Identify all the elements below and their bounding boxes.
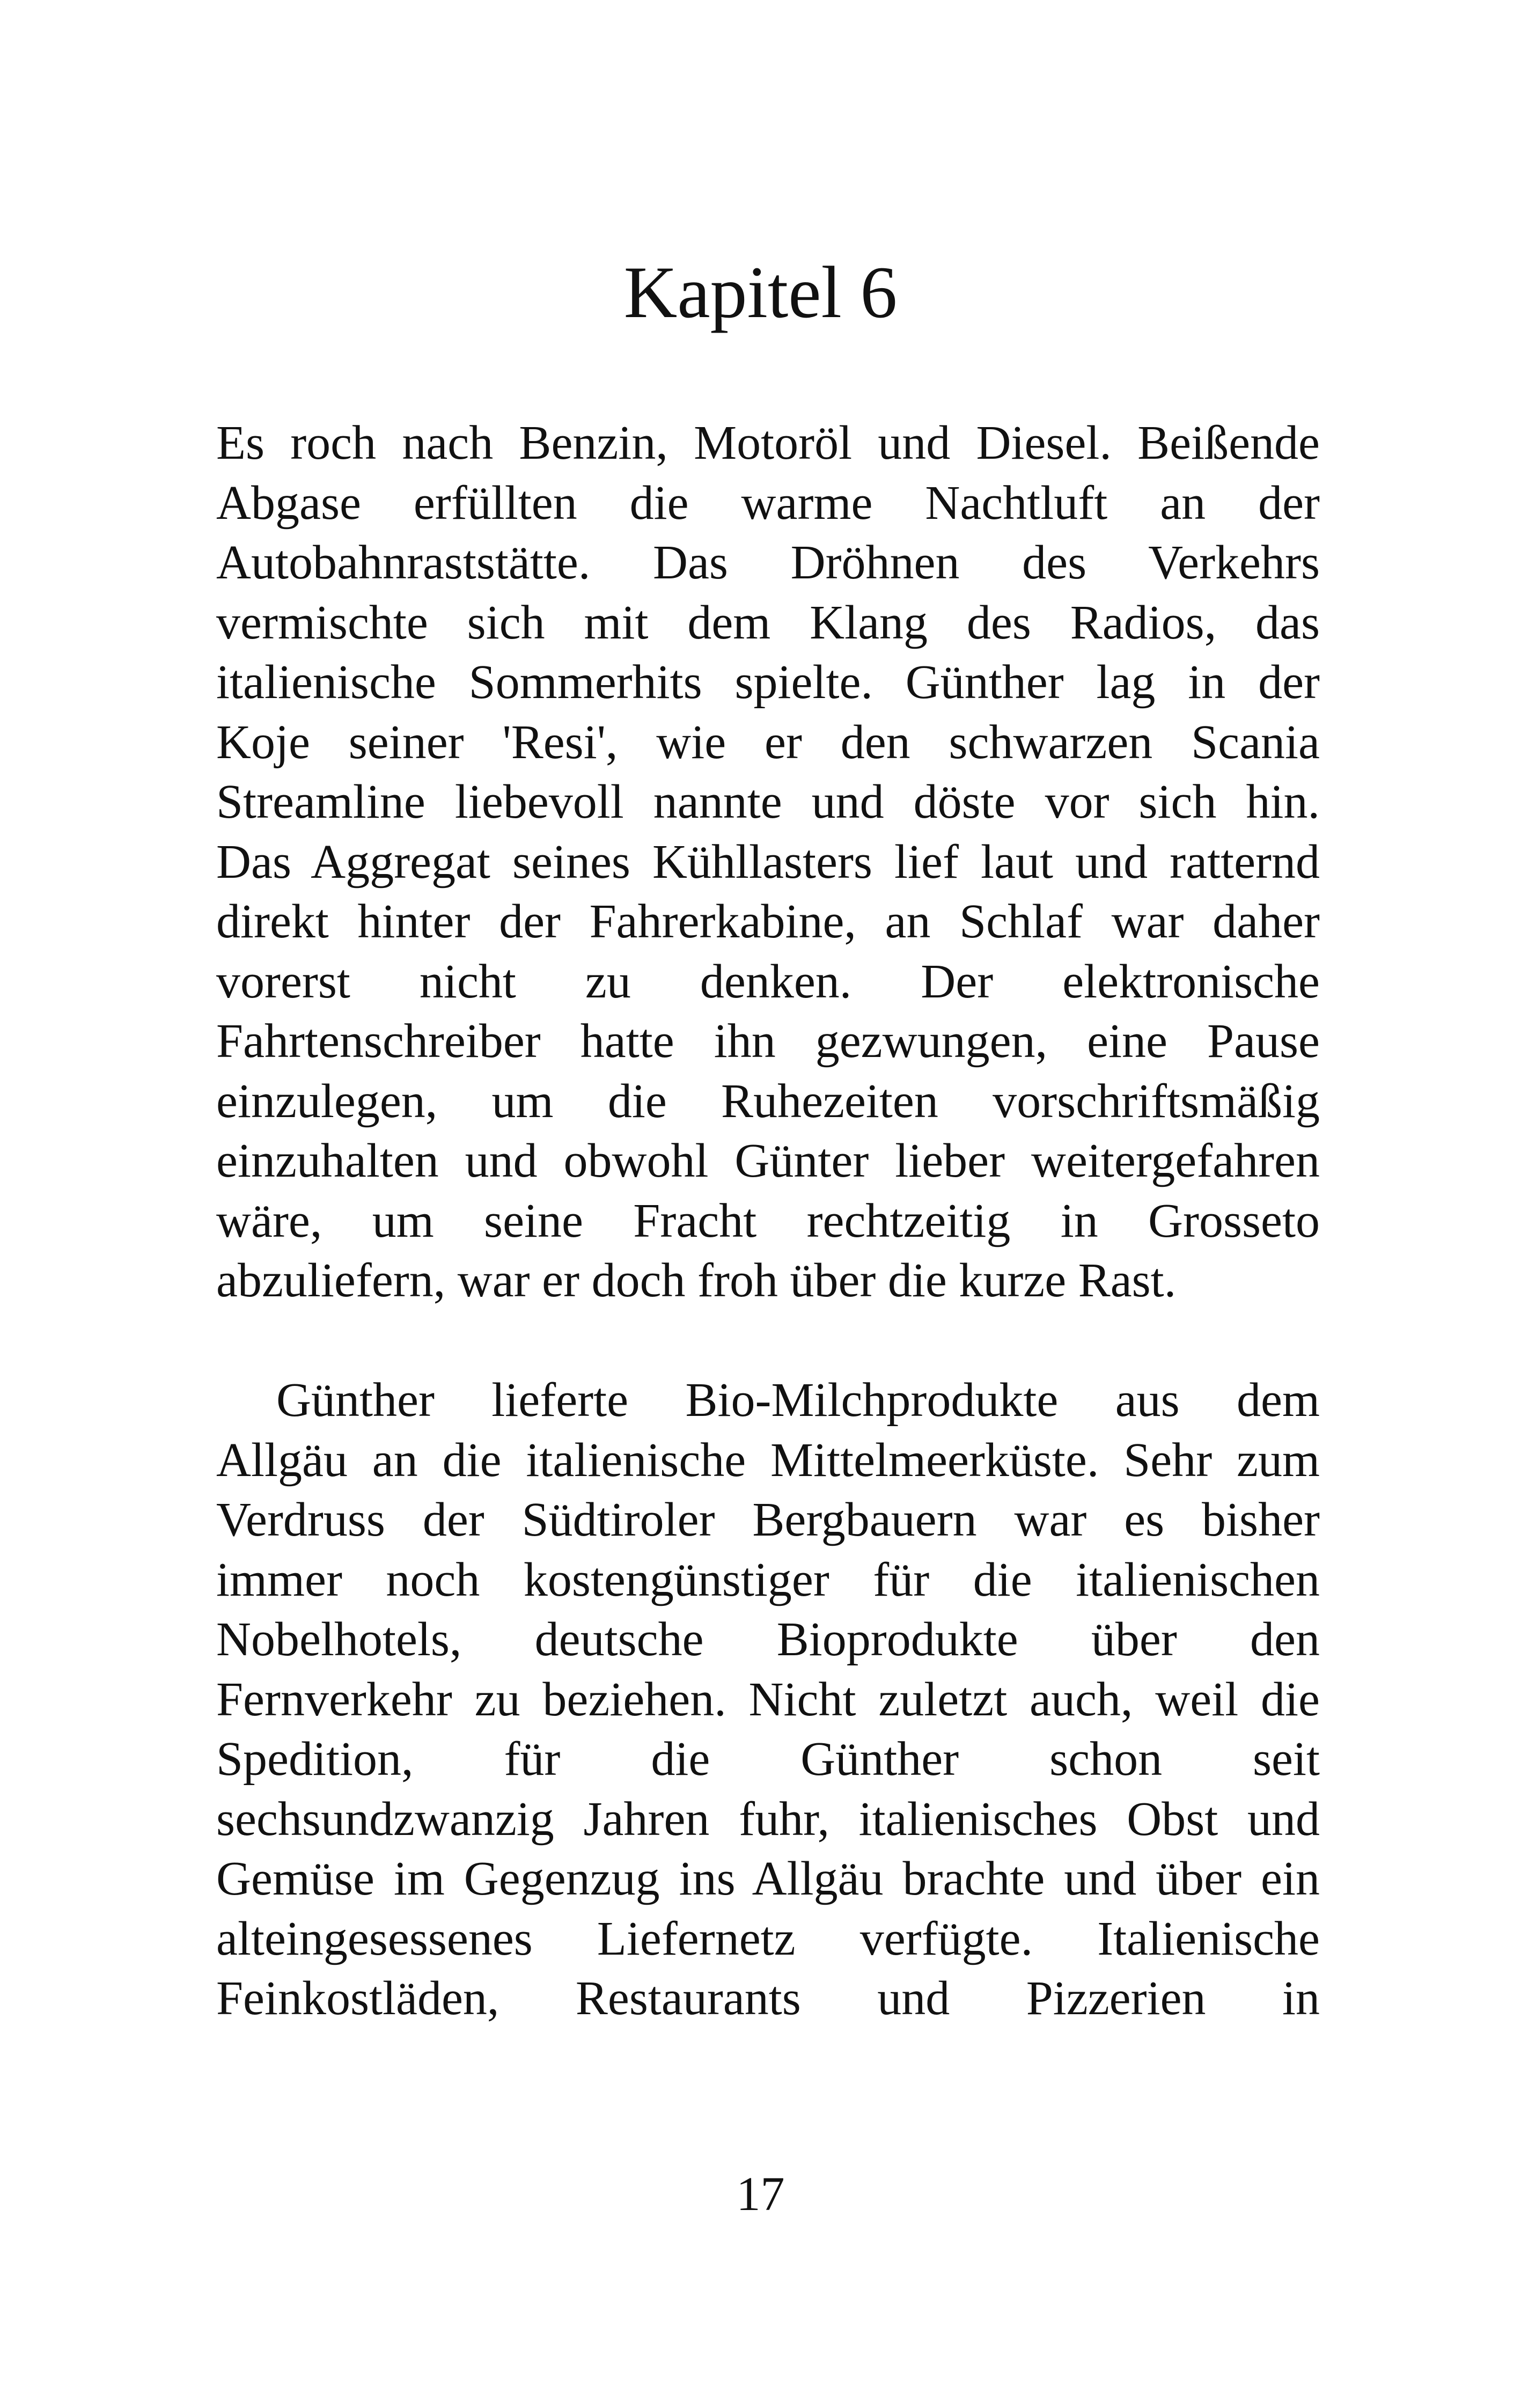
text-line: Günther lieferte Bio-Milchprodukte aus dem: [276, 1374, 1320, 1427]
text-line: Das Aggregat seines Kühllasters lief laut und ratternd: [216, 835, 1320, 889]
text-line: vorerst nicht zu denken. Der elektronische: [216, 955, 1320, 1008]
text-line: Es roch nach Benzin, Motoröl und Diesel. Beißende: [216, 416, 1320, 469]
page-number: 17: [736, 2168, 785, 2221]
text-line: Feinkostläden, Restaurants und Pizzerien in: [216, 1972, 1320, 2025]
text-line: wäre, um seine Fracht rechtzeitig in Grosseto: [216, 1194, 1320, 1247]
text-line: Fahrtenschreiber hatte ihn gezwungen, eine Pause: [216, 1015, 1320, 1068]
text-line: immer noch kostengünstiger für die italienischen: [216, 1553, 1320, 1606]
text-line: Abgase erfüllten die warme Nachtluft an der: [216, 476, 1320, 530]
chapter-title: Kapitel 6: [623, 251, 898, 333]
text-line: Autobahnraststätte. Das Dröhnen des Verkehrs: [216, 536, 1320, 589]
text-line: Nobelhotels, deutsche Bioprodukte über den: [216, 1613, 1320, 1666]
text-line: einzulegen, um die Ruhezeiten vorschriftsmäßig: [216, 1074, 1320, 1128]
text-line: sechsundzwanzig Jahren fuhr, italienisches Obst und: [216, 1792, 1320, 1846]
text-line: Fernverkehr zu beziehen. Nicht zuletzt auch, weil die: [216, 1672, 1320, 1726]
paragraph-2: [216, 1370, 1320, 2029]
text-line: Allgäu an die italienische Mittelmeerküste. Sehr zum: [216, 1433, 1320, 1487]
text-line: Spedition, für die Günther schon seit: [216, 1732, 1320, 1786]
text-line: Koje seiner 'Resi', wie er den schwarzen Scania: [216, 715, 1320, 769]
text-line: einzuhalten und obwohl Günter lieber weitergefahren: [216, 1134, 1320, 1187]
text-line: alteingesessenes Liefernetz verfügte. Italienische: [216, 1912, 1320, 1965]
text-line: vermischte sich mit dem Klang des Radios, das: [216, 596, 1320, 649]
text-line: abzuliefern, war er doch froh über die kurze Rast.: [216, 1254, 1177, 1307]
paragraph-1: [216, 413, 1320, 1311]
text-line: Streamline liebevoll nannte und döste vor sich hin.: [216, 775, 1320, 828]
text-line: Gemüse im Gegenzug ins Allgäu brachte und über ein: [216, 1852, 1320, 1905]
text-line: italienische Sommerhits spielte. Günther lag in der: [216, 656, 1320, 709]
text-line: direkt hinter der Fahrerkabine, an Schlaf war daher: [216, 895, 1320, 948]
text-line: Verdruss der Südtiroler Bergbauern war es bisher: [216, 1493, 1320, 1546]
